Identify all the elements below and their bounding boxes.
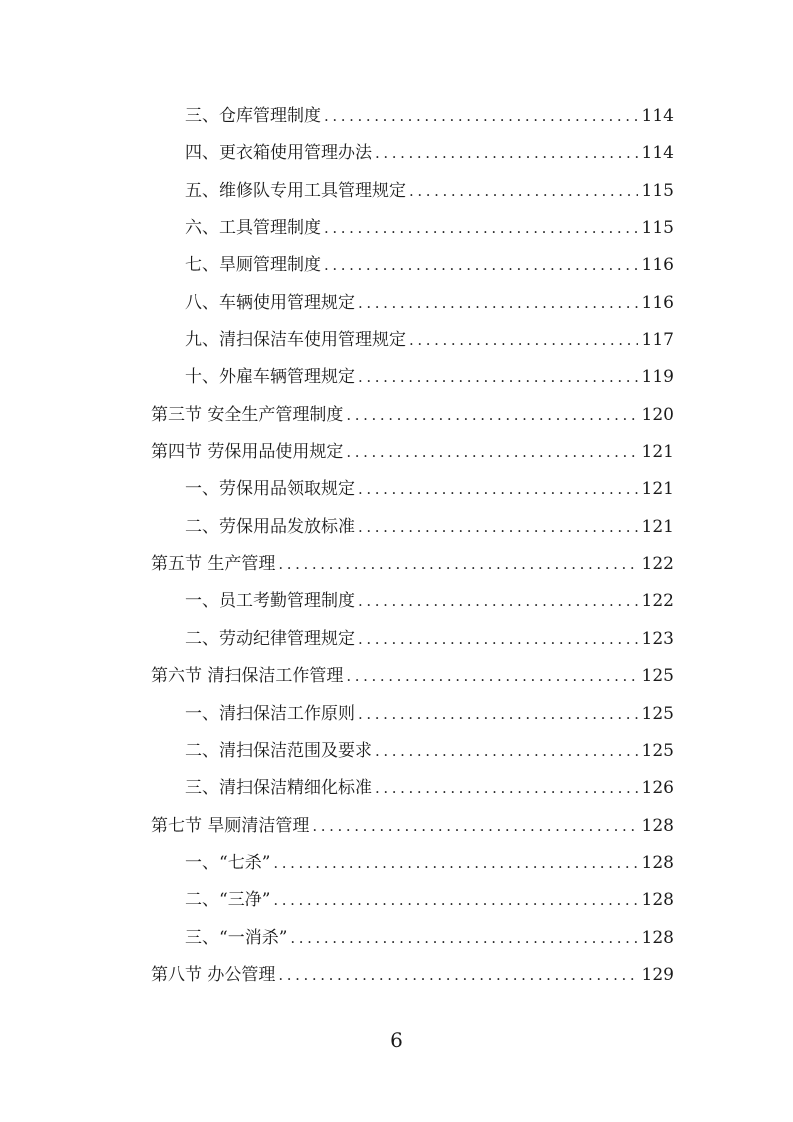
toc-entry-title: 一、劳保用品领取规定	[185, 479, 355, 500]
toc-entry-page: 116	[641, 292, 674, 313]
toc-entry[interactable]	[151, 288, 674, 325]
dot-leader	[278, 555, 637, 573]
toc-entry-page: 115	[641, 180, 674, 201]
toc-entry-page: 128	[641, 815, 674, 836]
toc-entry-title: 七、旱厕管理制度	[185, 255, 321, 276]
dot-leader	[358, 294, 638, 312]
toc-entry[interactable]	[151, 624, 674, 661]
toc-entry-page: 122	[641, 591, 674, 612]
toc-entry-page: 117	[641, 330, 674, 351]
dot-leader	[324, 107, 638, 125]
toc-entry-page: 114	[641, 143, 674, 164]
dot-leader	[278, 966, 637, 984]
dot-leader	[324, 219, 638, 237]
toc-entry[interactable]	[151, 586, 674, 623]
toc-entry-page: 125	[641, 666, 674, 687]
toc-entry[interactable]	[151, 325, 674, 362]
toc-entry-title: 一、“七杀”	[185, 852, 271, 873]
toc-entry[interactable]	[151, 661, 674, 698]
dot-leader	[273, 854, 637, 872]
toc-entry-page: 115	[641, 218, 674, 239]
toc-entry-title: 二、劳保用品发放标准	[185, 516, 355, 537]
table-of-contents	[151, 101, 674, 997]
toc-entry-page: 119	[641, 367, 674, 388]
toc-entry-page: 129	[641, 964, 674, 985]
dot-leader	[375, 144, 638, 162]
toc-entry-page: 121	[641, 442, 674, 463]
toc-entry-title: 五、维修队专用工具管理规定	[185, 180, 406, 201]
dot-leader	[409, 182, 638, 200]
toc-entry-page: 114	[641, 106, 674, 126]
toc-entry[interactable]	[151, 736, 674, 773]
toc-entry-title: 二、“三净”	[185, 890, 271, 911]
dot-leader	[324, 256, 638, 274]
toc-entry-title: 二、劳动纪律管理规定	[185, 628, 355, 649]
toc-entry-title: 八、车辆使用管理规定	[185, 292, 355, 313]
toc-entry-title: 第七节 旱厕清洁管理	[151, 815, 310, 836]
toc-entry-page: 126	[641, 778, 674, 799]
dot-leader	[375, 742, 638, 760]
toc-entry-title: 四、更衣箱使用管理办法	[185, 143, 372, 164]
toc-entry-title: 第五节 生产管理	[151, 554, 276, 575]
toc-entry-title: 一、清扫保洁工作原则	[185, 703, 355, 724]
toc-entry[interactable]	[151, 885, 674, 922]
toc-entry-title: 一、员工考勤管理制度	[185, 591, 355, 612]
toc-entry-title: 第八节 办公管理	[151, 964, 276, 985]
dot-leader	[409, 331, 638, 349]
toc-entry[interactable]	[151, 923, 674, 960]
dot-leader	[358, 630, 638, 648]
toc-entry[interactable]	[151, 474, 674, 511]
toc-entry-title: 三、“一消杀”	[185, 927, 288, 948]
toc-entry[interactable]	[151, 101, 674, 138]
dot-leader	[358, 705, 638, 723]
toc-entry-page: 128	[641, 852, 674, 873]
toc-entry-title: 三、清扫保洁精细化标准	[185, 778, 372, 799]
toc-entry-page: 125	[641, 740, 674, 761]
toc-entry-page: 123	[641, 628, 674, 649]
dot-leader	[358, 518, 638, 536]
toc-entry[interactable]	[151, 699, 674, 736]
toc-entry[interactable]	[151, 138, 674, 175]
toc-entry[interactable]	[151, 811, 674, 848]
dot-leader	[358, 480, 638, 498]
dot-leader	[273, 891, 637, 909]
dot-leader	[358, 368, 638, 386]
toc-entry-page: 120	[641, 404, 674, 425]
toc-entry[interactable]	[151, 960, 674, 997]
toc-entry-page: 121	[641, 516, 674, 537]
toc-entry-title: 十、外雇车辆管理规定	[185, 367, 355, 388]
toc-entry-title: 六、工具管理制度	[185, 218, 321, 239]
toc-entry[interactable]	[151, 848, 674, 885]
dot-leader	[290, 929, 637, 947]
toc-entry[interactable]	[151, 549, 674, 586]
toc-entry-title: 九、清扫保洁车使用管理规定	[185, 330, 406, 351]
dot-leader	[346, 443, 637, 461]
dot-leader	[375, 779, 638, 797]
toc-entry-page: 128	[641, 927, 674, 948]
toc-entry[interactable]	[151, 400, 674, 437]
toc-entry-title: 二、清扫保洁范围及要求	[185, 740, 372, 761]
toc-entry-page: 122	[641, 554, 674, 575]
toc-entry-page: 125	[641, 703, 674, 724]
toc-entry-page: 116	[641, 255, 674, 276]
toc-entry-title: 第六节 清扫保洁工作管理	[151, 666, 344, 687]
page-number: 6	[390, 1028, 403, 1052]
toc-entry-title: 第三节 安全生产管理制度	[151, 404, 344, 425]
dot-leader	[358, 592, 638, 610]
toc-entry[interactable]	[151, 512, 674, 549]
dot-leader	[312, 817, 637, 835]
toc-entry-title: 三、仓库管理制度	[185, 106, 321, 126]
dot-leader	[346, 667, 637, 685]
toc-entry[interactable]	[151, 250, 674, 287]
toc-entry-title: 第四节 劳保用品使用规定	[151, 442, 344, 463]
toc-entry-page: 121	[641, 479, 674, 500]
toc-entry[interactable]	[151, 213, 674, 250]
toc-entry[interactable]	[151, 176, 674, 213]
dot-leader	[346, 406, 637, 424]
toc-entry[interactable]	[151, 437, 674, 474]
toc-entry-page: 128	[641, 890, 674, 911]
toc-entry[interactable]	[151, 773, 674, 810]
toc-entry[interactable]	[151, 362, 674, 399]
